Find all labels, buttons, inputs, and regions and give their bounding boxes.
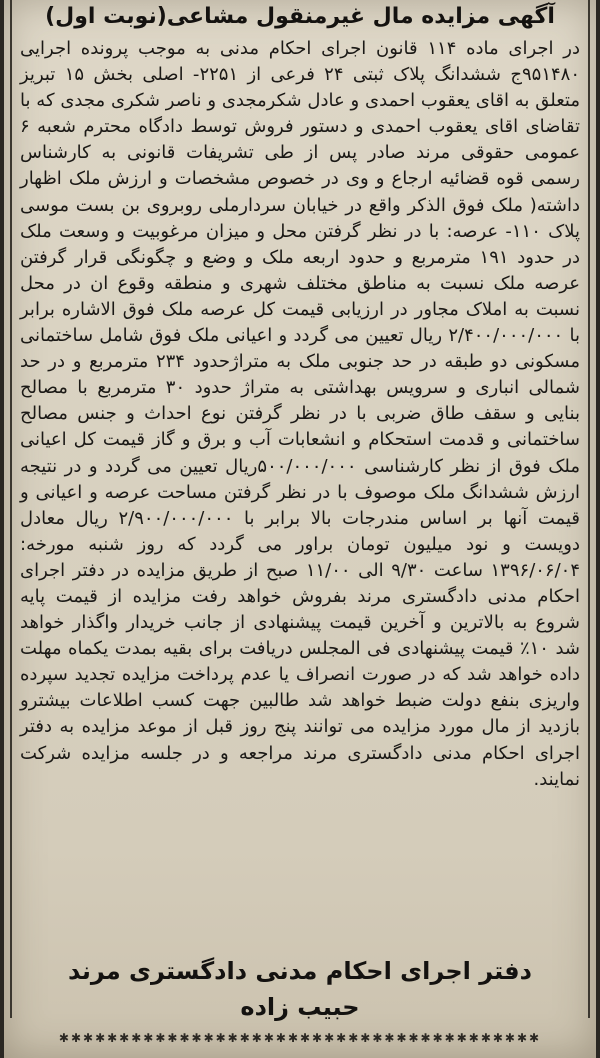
issuing-office: دفتر اجرای احکام مدنی دادگستری مرند (68, 957, 532, 985)
signatory-name: حبیب زاده (240, 993, 360, 1021)
column-rule-right (588, 0, 590, 1018)
column-rule-left (10, 0, 12, 1018)
decorative-border: ✱✱✱✱✱✱✱✱✱✱✱✱✱✱✱✱✱✱✱✱✱✱✱✱✱✱✱✱✱✱✱✱✱✱✱✱✱✱✱✱ (58, 1032, 542, 1044)
notice-body: در اجرای ماده ۱۱۴ قانون اجرای احکام مدنی به موجب پرونده اجرایی ۹۵۱۴۸۰ج ششدانگ پلاک ثبتی ۲۴ فرعی از ۲۲۵۱- اصلی بخش ۱۵ تبریز متعلق به اقای یعقوب احمدی و عادل شکرمجدی و ناصر شکری مجدی که با تقاضای اقای یعقوب احمدی و دستور فروش توسط دادگاه محترم شعبه ۶ عمومی حقوقی مرند صادر پس از طی تشریفات قانونی به کارشناس رسمی قوه قضائیه ارجاع و وی در خصوص مشخصات و ارزش ملک اظهار داشته( ملک فوق الذکر واقع در خیابان سردارملی روبروی بن بست موسی پلاک ۱۱۰- عرصه: با در نظر گرفتن محل و میزان مرغوبیت و وسعت ملک در حدود ۱۹۱ مترمربع و حدود اربعه ملک و وضع و چگونگی قرار گرفتن عرصه ملک نسبت به مناطق مختلف شهری و منطقه وقوع ان در محل نسبت به املاک مجاور در ارزیابی قیمت کل عرصه ملک فوق الاشاره برابر با ۲/۴۰۰/۰۰۰/۰۰۰ ریال تعیین می گردد و اعیانی ملک فوق شامل ساختمانی مسکونی دو طبقه در حد جنوبی ملک به متراژحدود ۲۳۴ مترمربع و در حد شمالی انباری و سرویس بهداشتی به متراژ حدود ۳۰ مترمربع با مصالح بنایی و سقف طاق ضربی با در نظر گرفتن نوع احداث و جنس مصالح ساختمانی و قدمت استحکام و انشعابات آب و برق و گاز قیمت کل اعیانی ملک فوق از نظر کارشناسی ۵۰۰/۰۰۰/۰۰۰ریال تعیین می گردد و در نتیجه ارزش ششدانگ ملک موصوف با در نظر گرفتن مساحت عرصه و اعیانی و قیمت آنها بر اساس مندرجات بالا برابر با ۲/۹۰۰/۰۰۰/۰۰۰ ریال معادل دویست و نود میلیون تومان براور می گردد که روز شنبه مورخه: ۱۳۹۶/۰۶/۰۴ ساعت ۹/۳۰ الی ۱۱/۰۰ صبح از طریق مزایده در دفتر اجرای احکام مدنی دادگستری مرند بفروش خواهد رفت مزایده از قیمت پایه شروع به بالاترین و آخرین قیمت پیشنهادی از جانب خریدار واگذار خواهد شد ۱۰٪ قیمت پیشنهادی فی المجلس دریافت برای بقیه بمدت یکماه مهلت داده خواهد شد که در صورت انصراف یا عدم پرداخت مزایده تجدید سپرده واریزی بنفع دولت ضبط خواهد شد طالبین جهت کسب اطلاعات بیشترو بازدید از مال مورد مزایده می توانند پنج روز قبل از موعد مزایده به دفتر اجرای احکام مدنی دادگستری مرند مراجعه و در جلسه مزایده شرکت نمایند. (20, 38, 581, 790)
newspaper-clipping (4, 0, 596, 1058)
notice-title: آگهی مزایده مال غیرمنقول مشاعی(نوبت اول) (45, 4, 555, 29)
